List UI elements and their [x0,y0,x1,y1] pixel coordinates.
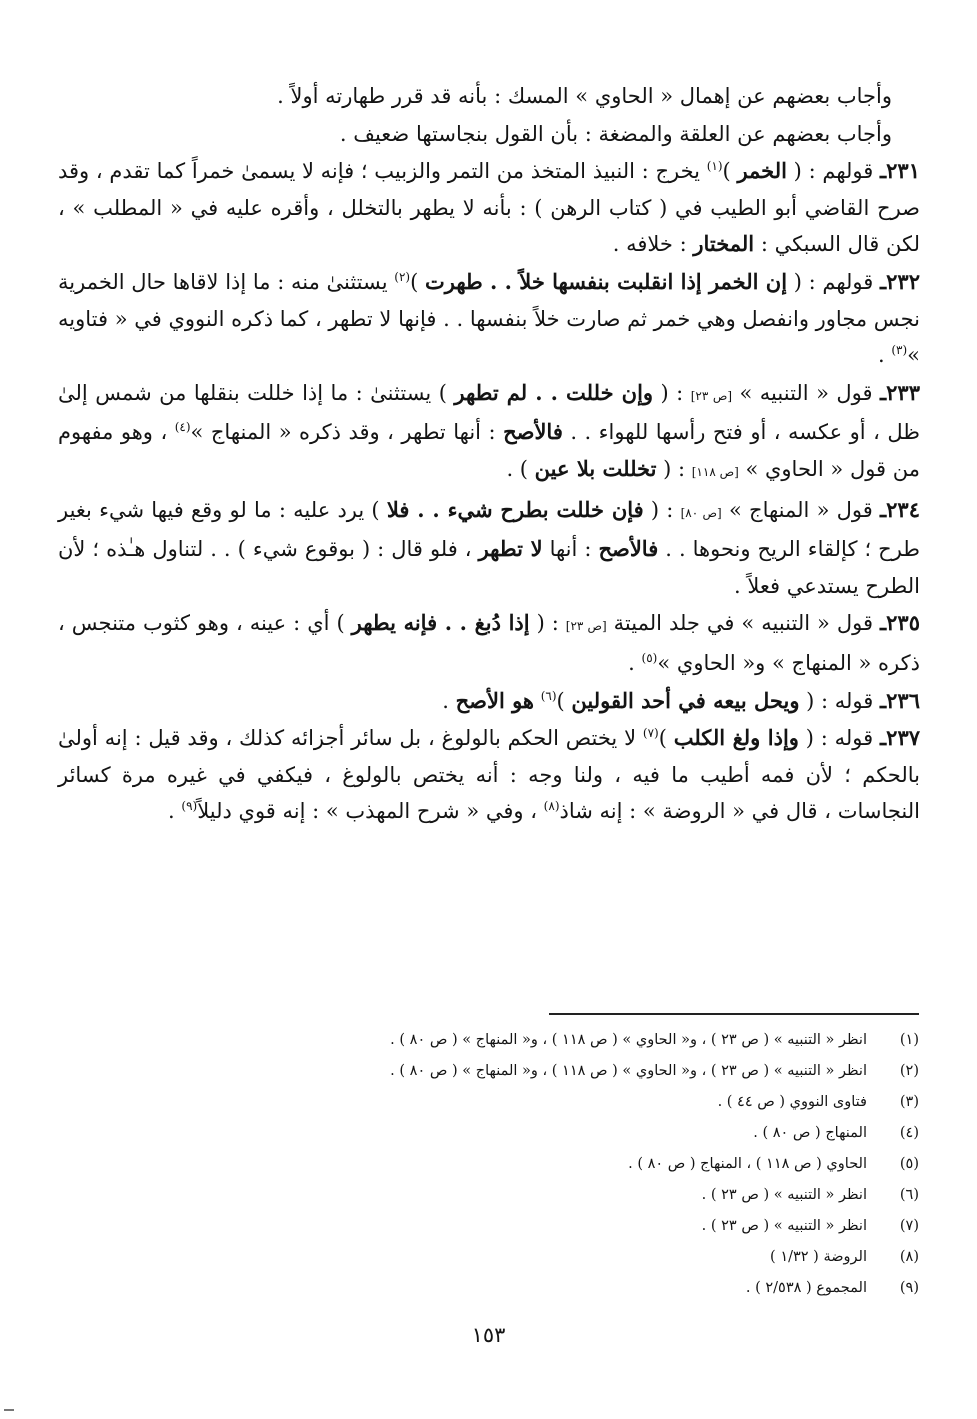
paragraph-235 [58,605,920,681]
footnote-number: (٨) [899,1249,919,1265]
item-number: ٢٣٢ـ [879,268,920,294]
page-number: ١٥٣ [471,1323,506,1347]
text-run: قوله : ( [799,688,880,713]
bold-term: لا تطهر [478,536,543,562]
page-reference: [ص ٢٣] [565,619,607,634]
page-reference: [ص ١١٨] [691,464,739,479]
bold-term: هو الأصح [455,687,535,713]
text-run: ) . [506,456,535,481]
bold-term: فالأصح [598,536,659,562]
text-run: ) [556,688,572,713]
text-run: . [877,343,892,368]
quoted-term: فإن خللت بطرح شيء . . فلا [386,496,644,522]
item-number: ٢٣٧ـ [880,725,921,751]
footnote-number: (١) [899,1032,919,1048]
item-number: ٢٣٥ـ [880,610,920,636]
page-reference: [ص ٨٠] [680,505,722,520]
footnote-number: (٧) [899,1218,919,1234]
text-run: : خلافه . [612,232,694,257]
paragraph-237 [58,720,920,830]
paragraph: وأجاب بعضهم عن العلقة والمضغة : بأن القول بنجاستها ضعيف . [339,121,892,146]
item-number: ٢٣٣ـ [880,379,920,405]
bold-term: المختار [693,231,755,257]
text-run: ) يستثنىٰ : ما إذا خللت بنقلها من شمس إلىٰ ظل ، أو عكسه ، أو فتح رأسها للهواء . . [58,380,920,445]
footnote-text: الحاوي ( ص ١١٨ ) ، المنهاج ( ص ٨٠ ) . [628,1156,867,1172]
footnote [59,1025,919,1056]
text-run: ) [658,726,674,751]
text-run: : ( [529,611,566,636]
quoted-term: الخمر [737,158,787,184]
footnote-reference: (٧) [642,726,659,741]
footnote-text: انظر « التنبيه » ( ص ٢٣ ) ، و« الحاوي » ( ص ١١٨ ) ، و« المنهاج » ( ص ٨٠ ) . [390,1063,867,1079]
text-run: قولهم : ( [787,269,880,294]
text-run: ) يرد عليه : ما لو وقع فيها شيء بغير طرح ؛ كإلقاء الريح ونحوها . . [58,497,920,562]
quoted-term: وإن خللت . . لم تطهر [454,379,654,405]
text-run: ) [410,269,425,294]
footnote-text: المنهاج ( ص ٨٠ ) . [753,1125,867,1141]
text-run: قول « المنهاج » [721,497,880,522]
text-run: : أنها تطهر ، وقد ذكره « المنهاج » [190,420,504,445]
paragraph-236 [58,683,920,720]
text-run: قول « التنبيه » في جلد الميتة [606,611,880,636]
main-text [58,78,920,831]
text-run [534,689,541,713]
footnote [59,1056,919,1087]
text-run: قول « التنبيه » [732,380,880,405]
text-run: : ( [643,497,681,522]
footnote [59,1211,919,1242]
text-run: ، فلو قال : ( بوقوع شيء ) . . لتناول هـٰذه ؛ لأن الطرح يستدعي فعلاً . [58,537,920,598]
text-run: يخرج : النبيذ المتخذ من التمر والزبيب ؛ فإنه لا يسمىٰ خمراً كما تقدم ، وقد صرح القاضي أبو الطيب في ( كتاب الرهن ) : بأنه لا يطهر بالتخلل ، وأقره عليه في « المطلب » ، لكن قال السبكي : [58,159,920,257]
footnote-separator [549,1013,919,1015]
footnote-reference: (٦) [540,688,557,703]
footnote-text: الروضة ( ١/٣٢ ) [770,1249,867,1265]
footnote-number: (٢) [899,1063,919,1079]
scan-mark [4,1409,14,1411]
footnote-reference: (٥) [641,650,658,665]
footnote-number: (٤) [899,1125,919,1141]
footnotes [59,1025,919,1304]
footnote [59,1087,919,1118]
paragraph-233 [58,375,920,491]
footnote-text: فتاوى النووي ( ص ٤٤ ) . [717,1094,867,1110]
text-run: . [442,688,456,713]
footnote-text: انظر « التنبيه » ( ص ٢٣ ) ، و« الحاوي » ( ص ١١٨ ) ، و« المنهاج » ( ص ٨٠ ) . [390,1032,867,1048]
item-number: ٢٣٦ـ [880,687,920,713]
footnote [59,1180,919,1211]
paragraph: وأجاب بعضهم عن إهمال « الحاوي » المسك : بأنه قد قرر طهارته أولاً . [277,84,892,108]
footnote-number: (٦) [899,1187,919,1203]
footnote [59,1242,919,1273]
footnote [59,1149,919,1180]
paragraph-232 [58,264,920,374]
footnote-text: انظر « التنبيه » ( ص ٢٣ ) . [701,1187,867,1203]
footnote-number: (٣) [899,1094,919,1110]
text-run: : ( [653,380,691,405]
paragraph-231 [58,153,920,263]
quoted-term: ويحل بيعه في أحد القولين [571,687,800,713]
text-run: يستثنىٰ منه : ما إذا لاقاها حال الخمرية نجس مجاور وانفصل وهي خمر ثم صارت خلاً بنفسها . . فإنها لا تطهر ، كما ذكره النووي في « فتاويه » [58,269,920,368]
text-run: ، وهو مفهوم من قول « الحاوي » [58,420,920,481]
footnote-reference: (٣) [891,343,908,358]
quoted-term: إن الخمر إذا انقلبت بنفسها خلاً . . طهرت [424,268,788,294]
text-run: . [168,799,182,824]
text-run: قولهم : ( [786,159,880,184]
text-run: : أنها [542,537,599,562]
quoted-term: إذا دُبغ . . فإنه يطهر [351,610,530,636]
footnote-text: المجموع ( ٢/٥٣٨ ) . [745,1280,867,1296]
item-number: ٢٣١ـ [880,158,920,184]
paragraph-234 [58,492,920,605]
footnote-number: (٥) [899,1156,919,1172]
text-run: . [628,650,642,675]
text-run: : ( [656,456,692,481]
footnote-number: (٩) [899,1280,919,1296]
footnote-reference: (٩) [181,799,198,814]
footnote-reference: (٢) [394,269,411,284]
footnote-reference: (٤) [174,420,191,435]
quoted-term: وإذا ولغ الكلب [673,725,799,751]
text-run: لا يختص الحكم بالولوغ ، بل سائر أجزائه كذلك ، وقد قيل : إنه أولىٰ بالحكم ؛ لأن فمه أطيب ما فيه ، ولنا وجه : أنه يختص بالولوغ ، فيكفي في غيره مرة كسائر النجاسات ، قال في « الروضة » : إنه شاذ [58,726,920,824]
footnote-reference: (١) [706,159,723,174]
text-run: ) أي : عينه ، وهو كثوب متنجس ، ذكره « المنهاج » و« الحاوي » [58,611,920,675]
text-run: ) [722,159,738,184]
item-number: ٢٣٤ـ [880,496,920,522]
text-run: قوله : ( [798,726,881,751]
footnote [59,1118,919,1149]
text-run: ، وفي « شرح المهذب » : إنه قوي دليلاً [197,799,544,824]
bold-term: فالأصح [503,419,563,445]
quoted-term: تخللت بلا عين [534,455,657,481]
footnote [59,1273,919,1304]
page-reference: [ص ٢٣] [690,388,733,403]
footnote-reference: (٨) [543,799,560,814]
footnote-text: انظر « التنبيه » ( ص ٢٣ ) . [701,1218,867,1234]
